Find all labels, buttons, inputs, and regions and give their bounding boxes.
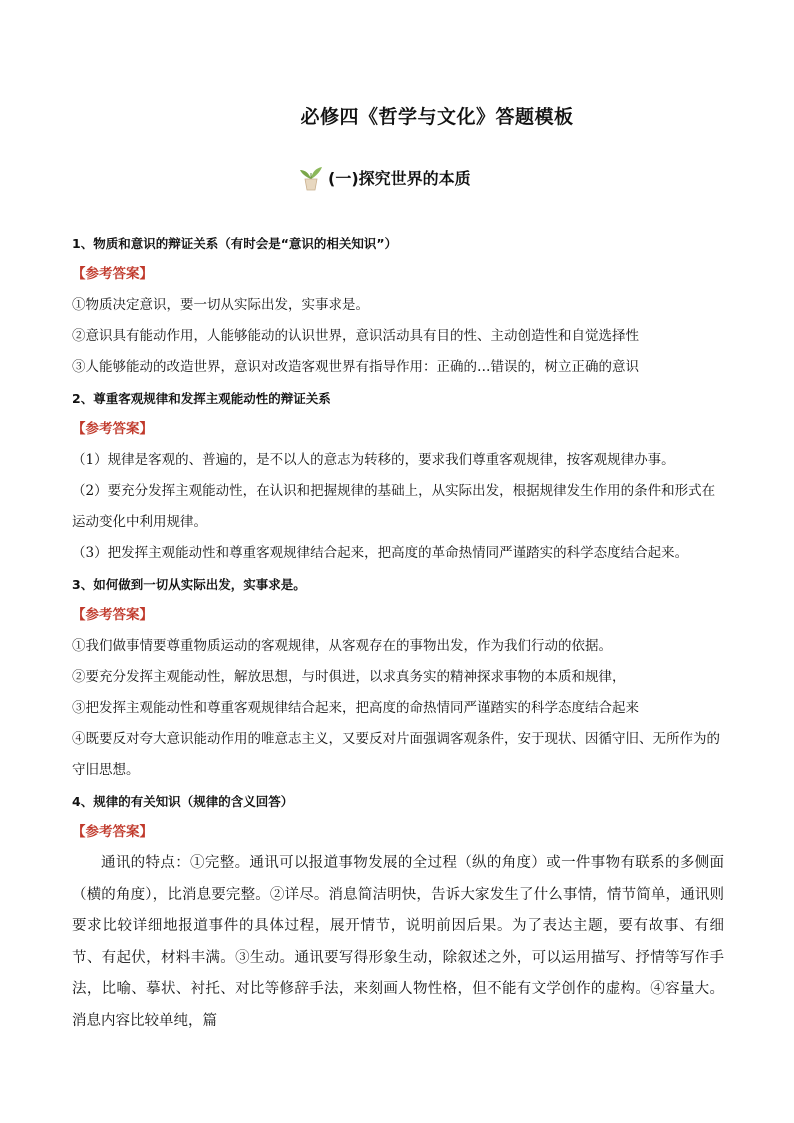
question-heading: 2、尊重客观规律和发挥主观能动性的辩证关系 [72, 391, 331, 406]
answer-label: 【参考答案】 [72, 421, 153, 437]
potted-plant-icon [296, 162, 326, 192]
answer-paragraph: （3）把发挥主观能动性和尊重客观规律结合起来，把高度的革命热情同严谨踏实的科学态度结合起来。 [72, 545, 689, 561]
question-heading: 3、如何做到一切从实际出发，实事求是。 [72, 577, 306, 592]
document-title: 必修四《哲学与文化》答题模板 [300, 106, 574, 128]
answer-paragraph: ③人能够能动的改造世界，意识对改造客观世界有指导作用：正确的…错误的，树立正确的意识 [72, 359, 639, 375]
answer-label: 【参考答案】 [72, 266, 153, 282]
question-heading: 1、物质和意识的辩证关系（有时会是“意识的相关知识”） [72, 236, 398, 251]
document-body [72, 228, 724, 1037]
answer-paragraph: ①物质决定意识，要一切从实际出发，实事求是。 [72, 297, 369, 313]
answer-paragraph: ③把发挥主观能动性和尊重客观规律结合起来，把高度的命热情同严谨踏实的科学态度结合起来 [72, 700, 639, 716]
answer-paragraph: （1）规律是客观的、普遍的，是不以人的意志为转移的，要求我们尊重客观规律，按客观规律办事。 [72, 452, 675, 468]
answer-paragraph: ②意识具有能动作用，人能够能动的认识世界，意识活动具有目的性、主动创造性和自觉选择性 [72, 328, 639, 344]
answer-paragraph: （2）要充分发挥主观能动性，在认识和把握规律的基础上，从实际出发，根据规律发生作用的条件和形式在运动变化中利用规律。 [72, 483, 716, 530]
answer-paragraph: ①我们做事情要尊重物质运动的客观规律，从客观存在的事物出发，作为我们行动的依据。 [72, 638, 612, 654]
section-title [296, 162, 471, 192]
answer-paragraph: 通讯的特点：①完整。通讯可以报道事物发展的全过程（纵的角度）或一件事物有联系的多侧面（横的角度），比消息要完整。②详尽。消息简洁明快，告诉大家发生了什么事情，情节简单，通讯则要求比较详细地报道事件的具体过程，展开情节，说明前因后果。为了表达主题，要有故事、有细节、有起伏，材料丰满。③生动。通讯要写得形象生动，除叙述之外，可以运用描写、抒情等写作手法，比喻、摹状、衬托、对比等修辞手法，来刻画人物性格，但不能有文学创作的虚构。④容量大。消息内容比较单纯，篇 [72, 855, 724, 1029]
answer-paragraph: ④既要反对夸大意识能动作用的唯意志主义，又要反对片面强调客观条件，安于现状、因循守旧、无所作为的守旧思想。 [72, 731, 720, 778]
answer-label: 【参考答案】 [72, 607, 153, 623]
answer-label: 【参考答案】 [72, 824, 153, 840]
answer-paragraph: ②要充分发挥主观能动性，解放思想，与时俱进，以求真务实的精神探求事物的本质和规律， [72, 669, 626, 685]
section-title-text: (一)探究世界的本质 [328, 168, 471, 188]
question-heading: 4、规律的有关知识（规律的含义回答） [72, 794, 294, 809]
